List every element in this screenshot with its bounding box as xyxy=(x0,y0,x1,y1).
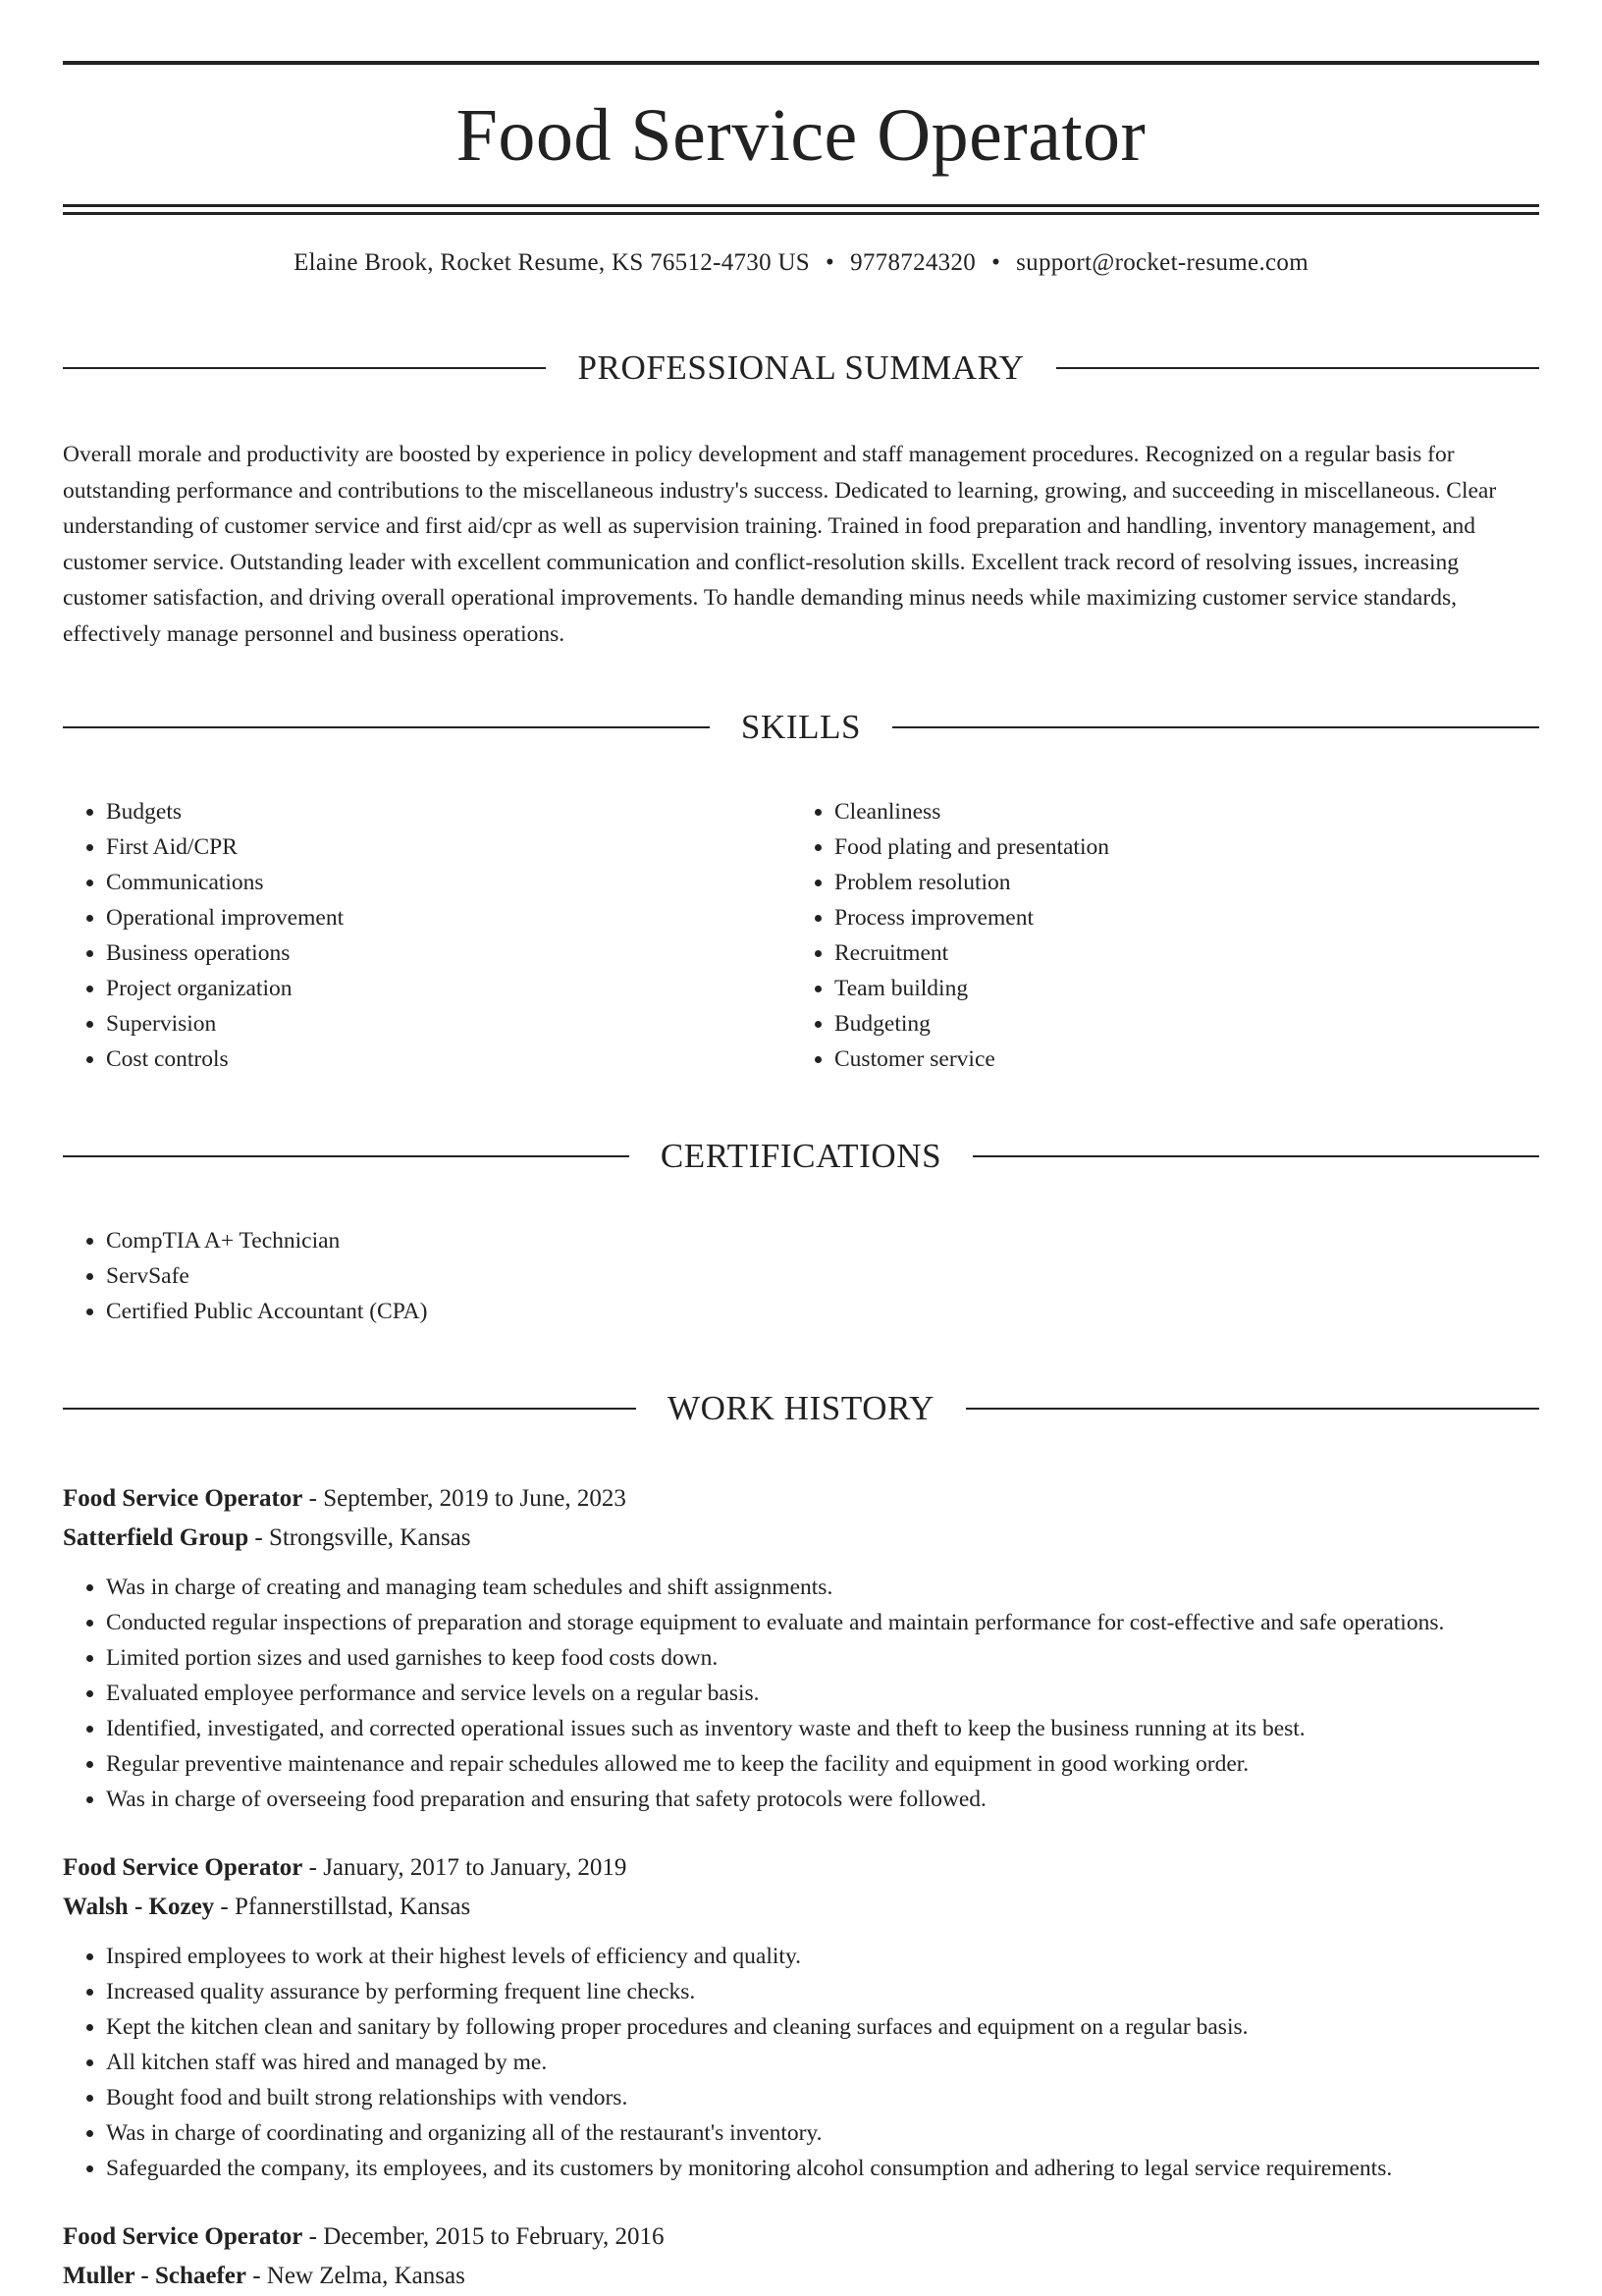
job-bullet: • Kept the kitchen clean and sanitary by following proper procedures and cleaning surfaces and equipment on a regular basis. xyxy=(106,2009,1539,2045)
skills-section-header xyxy=(63,681,1539,773)
job-company: Satterfield Group xyxy=(63,1524,249,1552)
summary-section-header xyxy=(63,322,1539,413)
skills-column-left xyxy=(63,794,791,1077)
skill-item: • Food plating and presentation xyxy=(834,829,1520,865)
job-bullet: • Limited portion sizes and used garnishes to keep food costs down. xyxy=(106,1640,1539,1676)
work-section-header xyxy=(63,1362,1539,1454)
section-rule-left xyxy=(63,726,710,728)
job-entry xyxy=(63,1848,1539,2186)
job-dates: - December, 2015 to February, 2016 xyxy=(302,2223,665,2251)
certification-item: • CompTIA A+ Technician xyxy=(106,1223,1539,1258)
section-rule-left xyxy=(63,1155,629,1157)
certifications-list xyxy=(63,1223,1539,1329)
section-rule-right xyxy=(1056,367,1539,369)
contact-email[interactable]: support@rocket-resume.com xyxy=(1016,249,1308,276)
job-company-line xyxy=(63,1519,1539,1558)
job-bullet: • Was in charge of creating and managing team schedules and shift assignments. xyxy=(106,1570,1539,1605)
job-title-line xyxy=(63,2217,1539,2257)
skill-item: • Communications xyxy=(106,865,791,900)
summary-text: Overall morale and productivity are boosted by experience in policy development and staff management procedures. Recognized on a regular basis for outstanding performance and contributions to the miscellaneous industry's success. Dedicated to learning, growing, and succeeding in miscellaneous. Clear understanding of customer service and first aid/cpr as well as supervision training. Trained in food preparation and handling, inventory management, and customer service. Outstanding leader with excellent communication and conflict-resolution skills. Excellent track record of resolving issues, increasing customer satisfaction, and driving overall operational improvements. To handle demanding minus needs while maximizing customer service standards, effectively manage personnel and business operations. xyxy=(63,442,1497,647)
resume-page xyxy=(63,0,1539,2296)
skills-column-right xyxy=(791,794,1520,1077)
skill-item: • Project organization xyxy=(106,971,791,1006)
job-bullet: • Conducted regular inspections of preparation and storage equipment to evaluate and maintain performance for cost-effective and safe operations. xyxy=(106,1605,1539,1640)
header-double-rule xyxy=(63,204,1539,215)
contact-address: Elaine Brook, Rocket Resume, KS 76512-4730 US xyxy=(294,249,811,276)
job-company-line xyxy=(63,1888,1539,1927)
skill-item: • Supervision xyxy=(106,1006,791,1041)
job-company-line xyxy=(63,2257,1539,2296)
skill-item: • Customer service xyxy=(834,1041,1520,1077)
skill-item: • Business operations xyxy=(106,935,791,971)
job-entry xyxy=(63,1479,1539,1817)
job-company: Walsh - Kozey xyxy=(63,1894,215,1921)
skill-item: • Recruitment xyxy=(834,935,1520,971)
job-role: Food Service Operator xyxy=(63,1485,303,1513)
job-company: Muller - Schaefer xyxy=(63,2263,246,2290)
job-title-line xyxy=(63,1479,1539,1519)
skill-item: • Cleanliness xyxy=(834,794,1520,829)
job-dates: - September, 2019 to June, 2023 xyxy=(302,1485,626,1513)
contact-separator: • xyxy=(991,249,1001,276)
job-bullet: • All kitchen staff was hired and managed by me. xyxy=(106,2045,1539,2080)
section-rule-right xyxy=(892,726,1539,728)
job-bullets xyxy=(63,1939,1539,2186)
job-bullet: • Identified, investigated, and corrected operational issues such as inventory waste and theft to keep the business running at its best. xyxy=(106,1711,1539,1746)
job-bullet: • Bought food and built strong relationships with vendors. xyxy=(106,2080,1539,2115)
job-role: Food Service Operator xyxy=(63,1854,303,1882)
section-rule-left xyxy=(63,367,546,369)
certification-item: • Certified Public Accountant (CPA) xyxy=(106,1294,1539,1329)
skill-item: • Budgets xyxy=(106,794,791,829)
contact-separator: • xyxy=(826,249,835,276)
work-section-title: WORK HISTORY xyxy=(668,1389,934,1428)
job-bullet: • Regular preventive maintenance and repair schedules allowed me to keep the facility and equipment in good working order. xyxy=(106,1746,1539,1782)
certification-item: • ServSafe xyxy=(106,1258,1539,1294)
skill-item: • Team building xyxy=(834,971,1520,1006)
job-entry xyxy=(63,2217,1539,2296)
skill-item: • Problem resolution xyxy=(834,865,1520,900)
section-rule-left xyxy=(63,1408,636,1410)
skill-item: • Cost controls xyxy=(106,1041,791,1077)
job-bullet: • Inspired employees to work at their highest levels of efficiency and quality. xyxy=(106,1939,1539,1974)
section-rule-right xyxy=(966,1408,1539,1410)
job-dates: - January, 2017 to January, 2019 xyxy=(302,1854,627,1882)
job-bullet: • Evaluated employee performance and service levels on a regular basis. xyxy=(106,1676,1539,1711)
job-location: - Pfannerstillstad, Kansas xyxy=(214,1894,471,1921)
job-role: Food Service Operator xyxy=(63,2223,303,2251)
job-bullet: • Was in charge of overseeing food preparation and ensuring that safety protocols were followed. xyxy=(106,1782,1539,1817)
job-title-line xyxy=(63,1848,1539,1888)
skill-item: • Operational improvement xyxy=(106,900,791,935)
job-location: - Strongsville, Kansas xyxy=(248,1524,471,1552)
contact-phone[interactable]: 9778724320 xyxy=(850,249,977,276)
job-bullet: • Safeguarded the company, its employees, and its customers by monitoring alcohol consumption and adhering to legal service requirements. xyxy=(106,2151,1539,2186)
skills-section-title: SKILLS xyxy=(740,708,862,747)
certifications-section-header xyxy=(63,1110,1539,1201)
skills-list xyxy=(63,794,1539,1077)
skill-item: • Process improvement xyxy=(834,900,1520,935)
resume-name: Food Service Operator xyxy=(455,94,1147,177)
certifications-section-title: CERTIFICATIONS xyxy=(660,1137,942,1176)
skill-item: • Budgeting xyxy=(834,1006,1520,1041)
job-bullet: • Increased quality assurance by performing frequent line checks. xyxy=(106,1974,1539,2009)
section-rule-right xyxy=(973,1155,1539,1157)
job-bullets xyxy=(63,1570,1539,1817)
contact-line xyxy=(63,250,1539,275)
job-bullet: • Was in charge of coordinating and organizing all of the restaurant's inventory. xyxy=(106,2115,1539,2151)
job-location: - New Zelma, Kansas xyxy=(245,2263,465,2290)
summary-section-title: PROFESSIONAL SUMMARY xyxy=(577,348,1025,388)
skill-item: • First Aid/CPR xyxy=(106,829,791,865)
